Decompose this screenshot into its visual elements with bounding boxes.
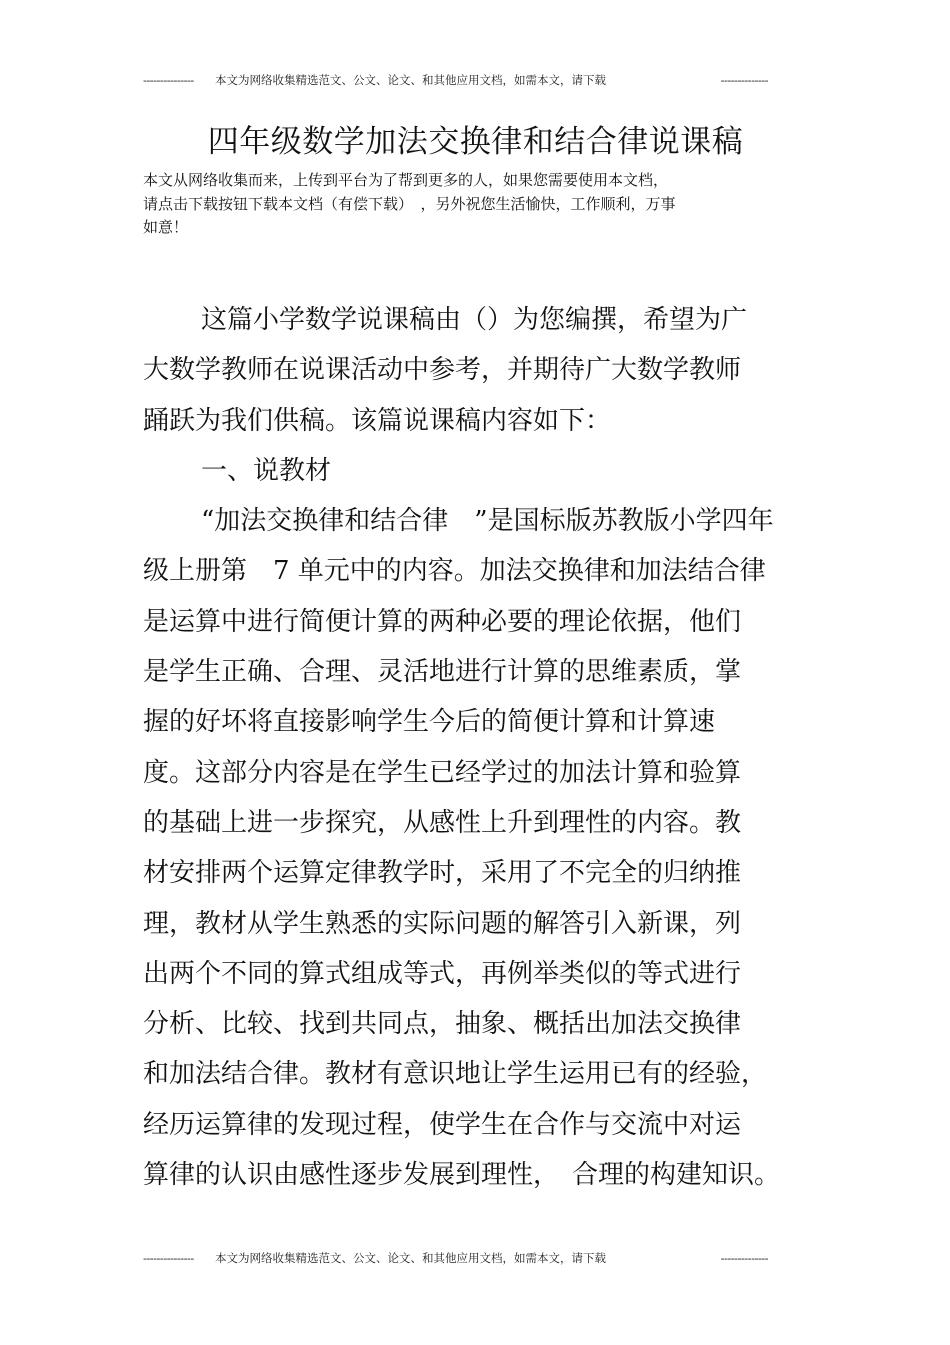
- page-header: [143, 72, 768, 88]
- body-line: 握的好坏将直接影响学生今后的简便计算和计算速: [143, 707, 716, 738]
- body-line: 是运算中进行简便计算的两种必要的理论依据，他们: [143, 606, 742, 637]
- body-line: 级上册第 7 单元中的内容。加法交换律和加法结合律: [143, 556, 766, 587]
- body-line: 分析、比较、找到共同点，抽象、概括出加法交换律: [143, 1009, 742, 1040]
- body-line: 算律的认识由感性逐步发展到理性， 合理的构建知识。: [143, 1160, 781, 1191]
- body-line: 的基础上进一步探究，从感性上升到理性的内容。教: [143, 807, 742, 838]
- page-footer: [143, 1250, 768, 1266]
- body-line: 理，教材从学生熟悉的实际问题的解答引入新课，列: [143, 908, 742, 939]
- body-line: 大数学教师在说课活动中参考，并期待广大数学教师: [143, 355, 742, 386]
- document-title: 四年级数学加法交换律和结合律说课稿: [207, 124, 744, 160]
- footer-text: 本文为网络收集精选范文、公文、论文、和其他应用文档，如需本文，请下载: [215, 1251, 606, 1265]
- body-line: 是学生正确、合理、灵活地进行计算的思维素质，掌: [143, 657, 742, 688]
- body-text: [143, 295, 808, 1200]
- body-line: 出两个不同的算式组成等式，再例举类似的等式进行: [143, 958, 742, 989]
- section-heading: 一、说教材: [201, 455, 332, 486]
- header-text: 本文为网络收集精选范文、公文、论文、和其他应用文档，如需本文，请下载: [215, 73, 606, 87]
- body-line: 踊跃为我们供稿。该篇说课稿内容如下：: [143, 405, 612, 436]
- footer-dashes-left: ---------------: [143, 1251, 194, 1265]
- body-line: “加法交换律和结合律 ”是国标版苏教版小学四年: [201, 506, 774, 537]
- body-line: 这篇小学数学说课稿由（）为您编撰，希望为广: [201, 305, 748, 335]
- header-dashes-right: --------------: [720, 73, 768, 87]
- body-line: 材安排两个运算定律教学时，采用了不完全的归纳推: [143, 858, 742, 889]
- notice-line: 本文从网络收集而来，上传到平台为了帮到更多的人，如果您需要使用本文档，: [143, 171, 669, 189]
- notice-line: 如意！: [143, 218, 189, 236]
- download-notice: [143, 169, 788, 240]
- body-line: 和加法结合律。教材有意识地让学生运用已有的经验，: [143, 1059, 768, 1090]
- header-dashes-left: ---------------: [143, 73, 194, 87]
- notice-line: 请点击下载按钮下载本文档（有偿下载） ，另外祝您生活愉快，工作顺利，万事: [143, 194, 676, 213]
- footer-dashes-right: --------------: [720, 1251, 768, 1265]
- body-line: 度。这部分内容是在学生已经学过的加法计算和验算: [143, 757, 742, 788]
- body-line: 经历运算律的发现过程，使学生在合作与交流中对运: [143, 1109, 742, 1140]
